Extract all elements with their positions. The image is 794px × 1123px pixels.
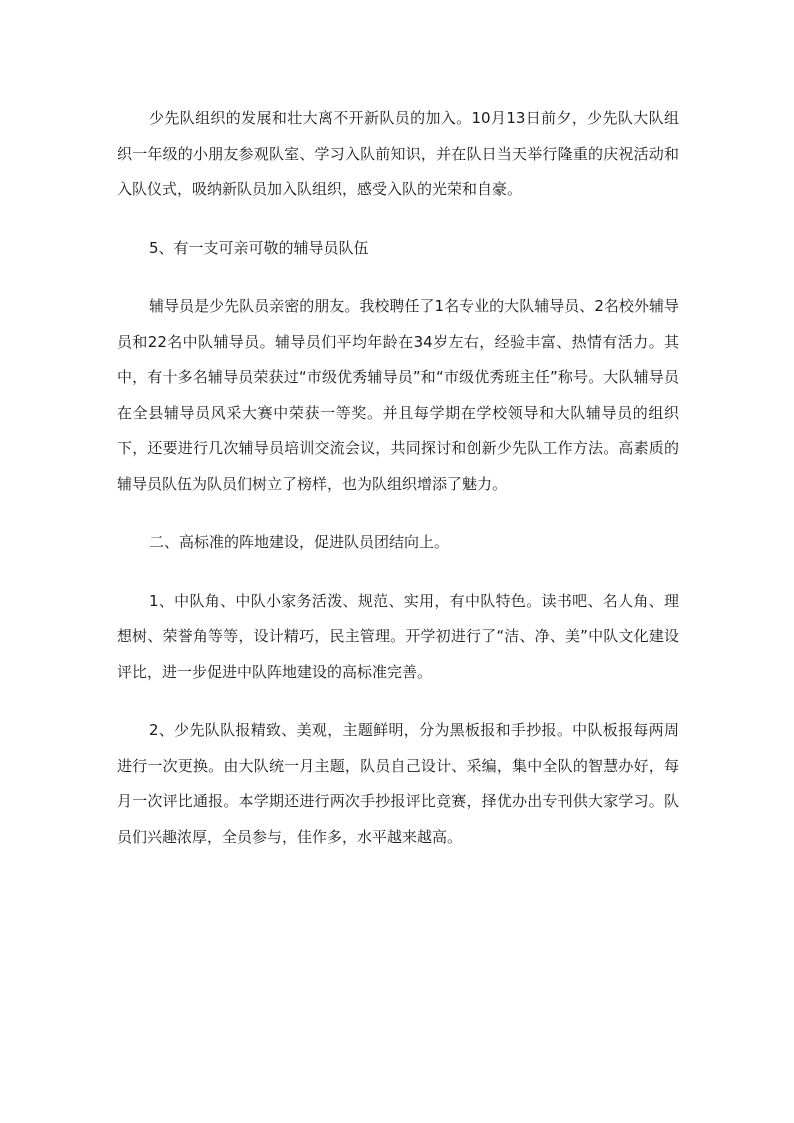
document-body [117, 101, 679, 855]
paragraph-new-members: 少先队组织的发展和壮大离不开新队员的加入。10月13日前夕，少先队大队组织一年级的小朋友参观队室、学习入队前知识，并在队日当天举行隆重的庆祝活动和入队仪式，吸纳新队员加入队组织，感受入队的光荣和自豪。 [117, 109, 679, 198]
paragraph-class-corner: 1、中队角、中队小家务活泼、规范、实用，有中队特色。读书吧、名人角、理想树、荣誉角等等，设计精巧，民主管理。开学初进行了“洁、净、美”中队文化建设评比，进一步促进中队阵地建设的高标准完善。 [117, 591, 679, 681]
paragraph-counselors: 辅导员是少先队员亲密的朋友。我校聘任了1名专业的大队辅导员、2名校外辅导员和22名中队辅导员。辅导员们平均年龄在34岁左右，经验丰富、热情有活力。其中，有十多名辅导员荣获过“市级优秀辅导员”和“市级优秀班主任”称号。大队辅导员在全县辅导员风采大赛中荣获一等奖。并且每学期在学校领导和大队辅导员的组织下，还要进行几次辅导员培训交流会议，共同探讨和创新少先队工作方法。高素质的辅导员队伍为队员们树立了榜样，也为队组织增添了魅力。 [117, 297, 679, 493]
section-heading-position-building: 二、高标准的阵地建设，促进队员团结向上。 [149, 533, 450, 551]
paragraph-gap [117, 502, 679, 525]
paragraph-gap [117, 266, 679, 289]
paragraph-gap [117, 561, 679, 584]
paragraph-bulletin: 2、少先队队报精致、美观，主题鲜明，分为黑板报和手抄报。中队板报每两周进行一次更换。由大队统一月主题，队员自己设计、采编，集中全队的智慧办好，每月一次评比通报。本学期还进行两次手抄报评比竞赛，择优办出专刊供大家学习。队员们兴趣浓厚，全员参与，佳作多，水平越来越高。 [117, 721, 679, 846]
paragraph-gap [117, 690, 679, 713]
paragraph-gap [117, 208, 679, 231]
section-heading-counselors: 5、有一支可亲可敬的辅导员队伍 [149, 238, 369, 257]
